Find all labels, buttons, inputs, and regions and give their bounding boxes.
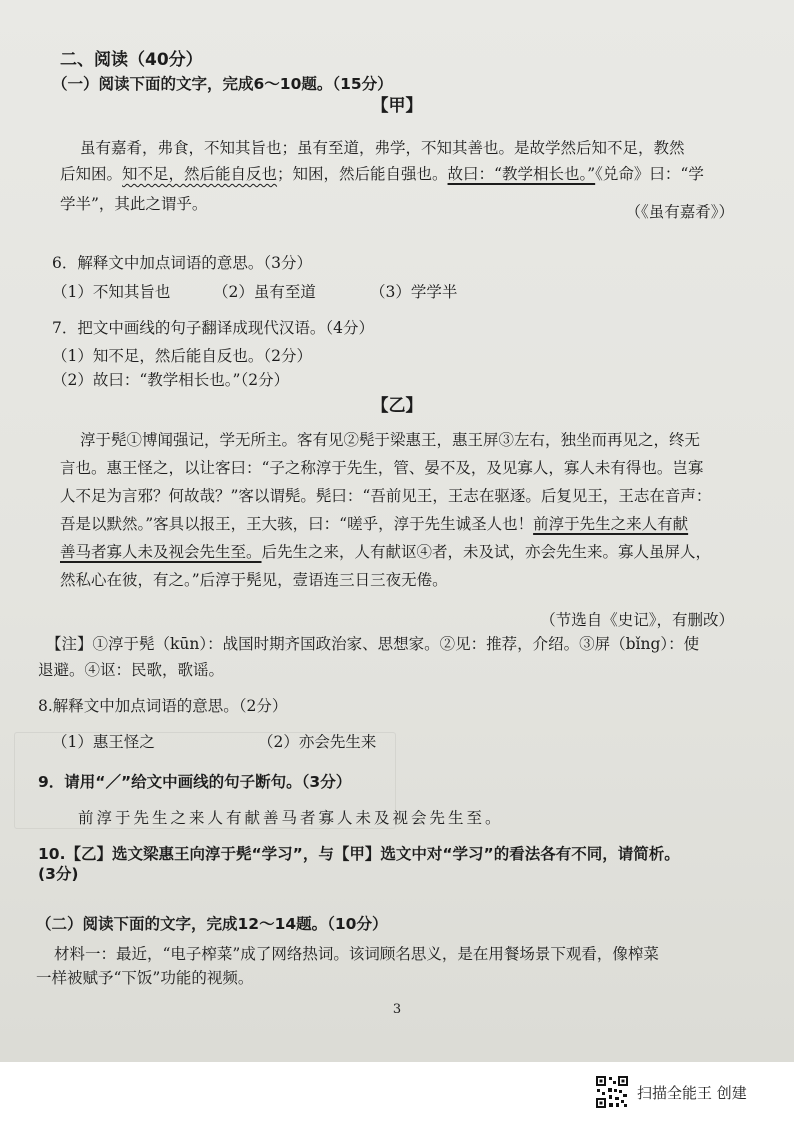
qr-code-icon xyxy=(595,1075,629,1109)
jia-line-1: 虽有嘉肴，弗食，不知其旨也；虽有至道，弗学，不知其善也。是故学然后知不足，教然 xyxy=(80,139,685,157)
part1-heading: （一）阅读下面的文字，完成6～10题。（15分） xyxy=(52,75,393,93)
q7-item-1: （1）知不足，然后能自反也。（2分） xyxy=(52,347,312,365)
jia-text: 《兑命》曰：“学 xyxy=(595,165,704,183)
section-title: 二、阅读（40分） xyxy=(60,50,203,70)
jia-underlined-sentence: 故曰：“教学相长也。” xyxy=(447,165,596,183)
q7-stem: 7．把文中画线的句子翻译成现代汉语。（4分） xyxy=(52,319,374,337)
q7-item-2: （2）故曰：“教学相长也。”（2分） xyxy=(52,371,290,389)
part2-line-1: 材料一：最近，“电子榨菜”成了网络热词。该词顾名思义，是在用餐场景下观看，像榨菜 xyxy=(54,945,659,963)
yi-line-4 xyxy=(60,514,688,534)
q6-item-3: （3）学学半 xyxy=(370,283,458,301)
passage-jia-label: 【甲】 xyxy=(371,96,423,116)
q10-score: (3分) xyxy=(38,865,79,883)
yi-line-3: 人不足为言邪？何故哉？”客以谓髡。髡曰：“吾前见王，王志在驱逐。后复见王，王志在音声： xyxy=(60,487,712,505)
q9-stem: 9．请用“／”给文中画线的句子断句。（3分） xyxy=(38,773,352,791)
part2-heading: （二）阅读下面的文字，完成12～14题。（10分） xyxy=(36,915,388,933)
part2-line-2: 一样被赋予“下饭”功能的视频。 xyxy=(36,969,254,987)
yi-line-2: 言也。惠王怪之，以让客曰：“子之称淳于先生，管、晏不及，及见寡人，寡人未有得也。岂寡 xyxy=(60,459,704,477)
yi-source: （节选自《史记》，有删改） xyxy=(540,611,734,629)
yi-note-2: 退避。④讴：民歌，歌谣。 xyxy=(38,661,225,679)
page-number: 3 xyxy=(392,1002,402,1017)
yi-note-1: 【注】①淳于髡（kūn）：战国时期齐国政治家、思想家。②见：推荐，介绍。③屏（bǐng）：使 xyxy=(46,635,700,653)
yi-underlined-sentence: 前淳于先生之来人有献 xyxy=(533,515,689,533)
jia-line-3: 学半”，其此之谓乎。 xyxy=(60,195,208,213)
jia-text: 后知困。 xyxy=(60,165,123,183)
yi-line-1: 淳于髡①博闻强记，学无所主。客有见②髡于梁惠王，惠王屏③左右，独坐而再见之，终无 xyxy=(80,431,701,449)
jia-text: ；知困，然后能自强也。 xyxy=(277,165,448,183)
yi-text: 后先生之来，人有献讴④者，未及试，亦会先生来。寡人虽屏人， xyxy=(261,543,712,561)
yi-text: 吾是以默然。”客具以报王，王大骇，曰：“嗟乎，淳于先生诚圣人也！ xyxy=(60,515,534,533)
yi-line-5 xyxy=(60,542,711,562)
q10-stem: 10.【乙】选文梁惠王向淳于髡“学习”，与【甲】选文中对“学习”的看法各有不同，请简析。 xyxy=(38,845,680,863)
jia-wavy-sentence: 知不足，然后能自反也 xyxy=(122,165,278,183)
yi-underlined-sentence: 善马者寡人未及视会先生至。 xyxy=(60,543,262,561)
yi-line-6: 然私心在彼，有之。”后淳于髡见，壹语连三日三夜无倦。 xyxy=(60,571,448,589)
q6-stem: 6．解释文中加点词语的意思。（3分） xyxy=(52,254,312,272)
q6-item-1: （1）不知其旨也 xyxy=(52,283,171,301)
passage-yi-label: 【乙】 xyxy=(371,396,423,416)
q8-item-1: （1）惠王怪之 xyxy=(52,733,155,751)
jia-line-2 xyxy=(60,164,704,184)
q9-sentence: 前淳于先生之来人有献善马者寡人未及视会先生至。 xyxy=(78,809,504,827)
q8-item-2: （2）亦会先生来 xyxy=(258,733,377,751)
footer-text: 扫描全能王 创建 xyxy=(637,1084,747,1102)
q8-stem: 8.解释文中加点词语的意思。（2分） xyxy=(38,697,288,715)
jia-source: （《虽有嘉肴》） xyxy=(625,203,734,221)
q6-item-2: （2）虽有至道 xyxy=(213,283,316,301)
